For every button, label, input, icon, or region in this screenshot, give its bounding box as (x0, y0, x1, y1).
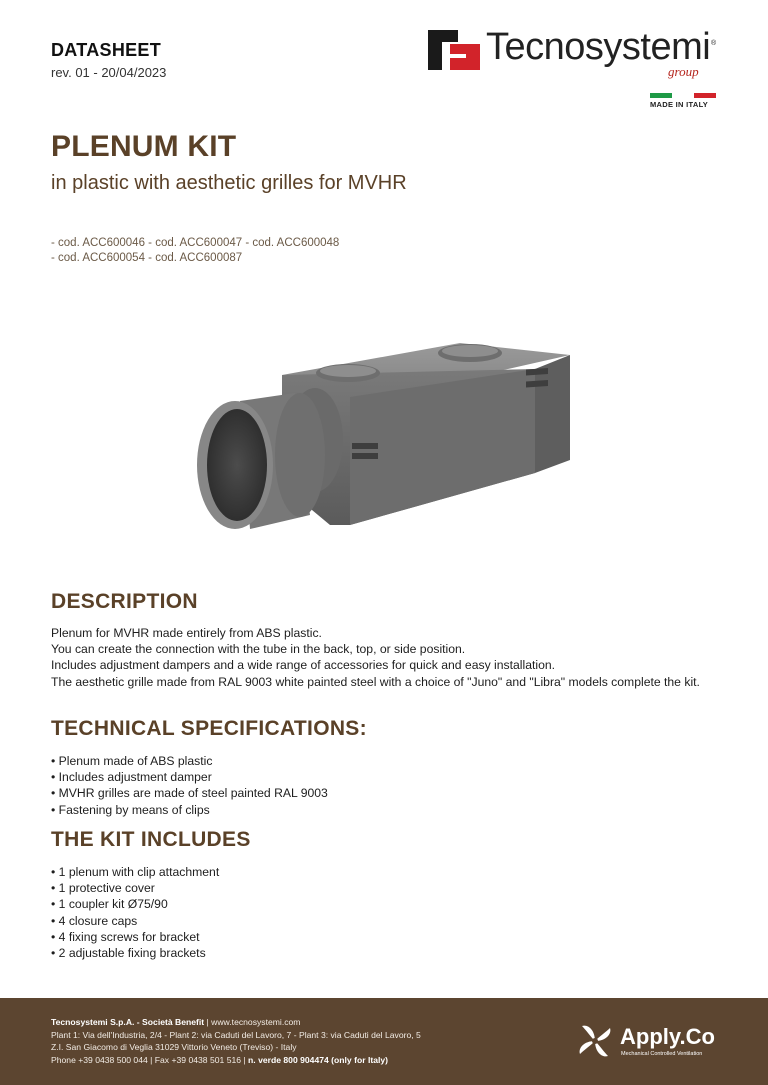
revision-date: rev. 01 - 20/04/2023 (51, 65, 167, 80)
applyco-logo (574, 1018, 734, 1062)
footer-phone-line (51, 1054, 421, 1067)
italian-flag-icon (650, 93, 716, 98)
specs-heading: TECHNICAL SPECIFICATIONS: (51, 717, 367, 740)
footer (0, 998, 768, 1085)
list-item: • Includes adjustment damper (51, 770, 212, 785)
list-item: • Fastening by means of clips (51, 802, 210, 817)
made-in-italy: MADE IN ITALY (650, 100, 709, 109)
list-item: • 4 fixing screws for bracket (51, 929, 200, 944)
partner-name: Apply.Co (620, 1024, 715, 1049)
partner-tagline: Mechanical Controlled Ventilation (621, 1051, 703, 1057)
registered-mark: ® (711, 40, 717, 47)
description-heading: DESCRIPTION (51, 590, 198, 613)
product-code-line: - cod. ACC600054 - cod. ACC600087 (51, 252, 243, 264)
list-item: • Plenum made of ABS plastic (51, 754, 213, 768)
kit-list (51, 864, 219, 961)
list-item: • MVHR grilles are made of steel painted RAL 9003 (51, 786, 328, 801)
tecnosystemi-logo (428, 28, 728, 88)
brand-group: group (668, 64, 699, 79)
product-code-line: - cod. ACC600046 - cod. ACC600047 - cod. ACC600048 (51, 237, 340, 249)
description-line: You can create the connection with the tube in the back, top, or side position. (51, 642, 466, 657)
kit-heading: THE KIT INCLUDES (51, 828, 251, 851)
product-codes (51, 236, 339, 266)
description-body (51, 625, 721, 690)
list-item: • 1 plenum with clip attachment (51, 865, 220, 879)
list-item: • 2 adjustable fixing brackets (51, 946, 206, 961)
footer-plants: Plant 1: Via dell'Industria, 2/4 - Plant 2: via Caduti del Lavoro, 7 - Plant 3: via Caduti del Lavoro, 5 (51, 1029, 421, 1040)
list-item: • 4 closure caps (51, 913, 138, 928)
document-type: DATASHEET (51, 40, 162, 60)
company-website[interactable]: | www.tecnosystemi.com (204, 1017, 301, 1027)
brand-name: Tecnosystemi (486, 26, 711, 68)
footer-address: Z.I. San Giacomo di Veglia 31029 Vittorio Veneto (Treviso) - Italy (51, 1042, 297, 1053)
footer-company-line (51, 1016, 421, 1029)
company-name: Tecnosystemi S.p.A. - Società Benefit (51, 1017, 205, 1027)
tecnosystemi-logo-icon (428, 30, 480, 70)
fan-icon (574, 1020, 616, 1062)
specs-list (51, 753, 328, 818)
toll-free-number: n. verde 800 904474 (only for Italy) (248, 1054, 388, 1065)
phone-fax: Phone +39 0438 500 044 | Fax +39 0438 501 516 | (51, 1054, 249, 1065)
plenum-box-illustration (190, 325, 570, 545)
list-item: • 1 coupler kit Ø75/90 (51, 897, 168, 912)
product-subtitle: in plastic with aesthetic grilles for MVHR (51, 172, 407, 194)
description-line: The aesthetic grille made from RAL 9003 white painted steel with a choice of "Juno" and "Libra" models complete the kit. (51, 674, 700, 689)
description-line: Includes adjustment dampers and a wide range of accessories for quick and easy installation. (51, 658, 556, 673)
product-title: PLENUM KIT (51, 130, 237, 163)
footer-contact (51, 1016, 421, 1066)
list-item: • 1 protective cover (51, 881, 155, 896)
description-line: Plenum for MVHR made entirely from ABS plastic. (51, 626, 322, 640)
